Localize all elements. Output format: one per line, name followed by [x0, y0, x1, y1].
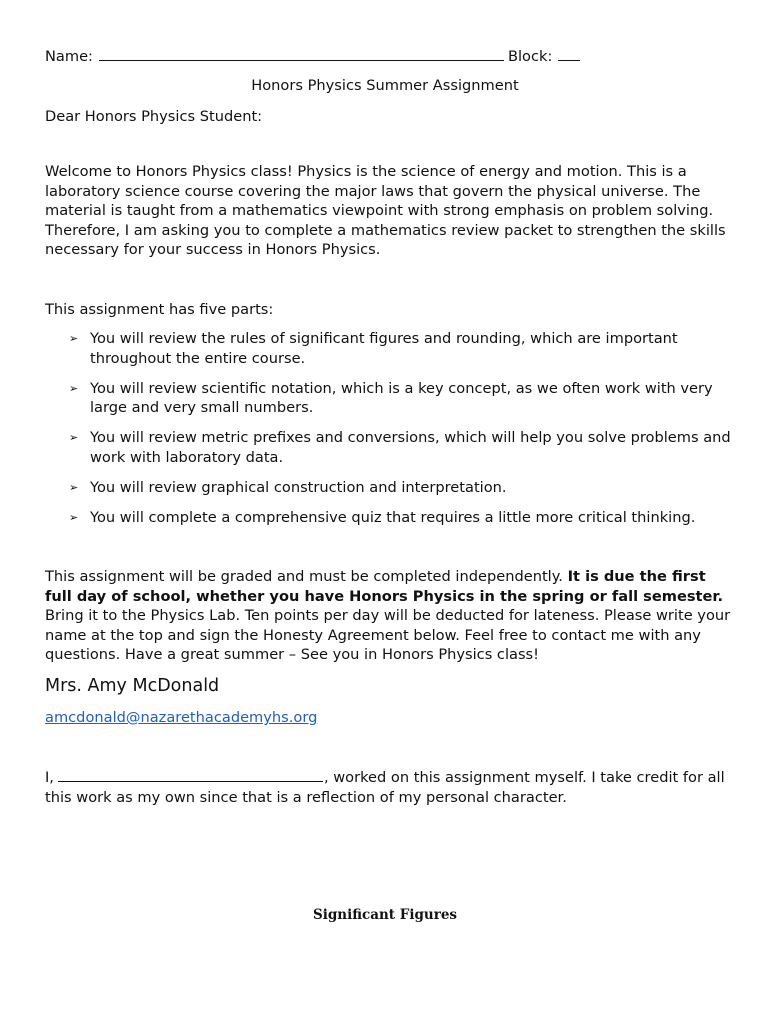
list-item-text: You will review scientific notation, which is a key concept, as we often work with very large and very small numbers. — [90, 379, 713, 417]
honesty-agreement — [45, 767, 735, 807]
parts-lead: This assignment has five parts: — [45, 301, 274, 318]
block-label: Block: — [507, 48, 553, 65]
list-item — [45, 428, 735, 467]
name-blank-line[interactable] — [99, 46, 504, 61]
arrow-bullet-icon: ➢ — [69, 510, 79, 524]
list-item — [45, 379, 735, 418]
due-date-emphasis: It is due the first full day of school, whether you have Honors Physics in the spring or fall semester. — [45, 568, 724, 605]
block-blank-line[interactable] — [558, 46, 580, 61]
arrow-bullet-icon: ➢ — [69, 381, 79, 395]
honesty-prefix: I, — [45, 769, 54, 786]
arrow-bullet-icon: ➢ — [69, 332, 79, 345]
closing-paragraph — [45, 567, 735, 665]
honesty-name-blank-line[interactable] — [58, 767, 323, 782]
list-item — [45, 508, 735, 528]
arrow-bullet-icon: ➢ — [69, 431, 79, 445]
list-item-text: You will review metric prefixes and conversions, which will help you solve problems and work with laboratory data. — [90, 429, 731, 466]
list-item — [45, 329, 735, 368]
list-item-text: You will review the rules of significant figures and rounding, which are important throughout the entire course. — [90, 330, 678, 367]
list-item-text: You will review graphical construction and interpretation. — [90, 478, 507, 496]
arrow-bullet-icon: ➢ — [69, 480, 79, 494]
name-label: Name: — [45, 48, 93, 65]
section-heading: Significant Figures — [312, 907, 458, 923]
list-item — [45, 478, 735, 498]
list-item-text: You will complete a comprehensive quiz that requires a little more critical thinking. — [90, 508, 696, 526]
closing-text-start: This assignment will be graded and must be completed independently. — [45, 568, 568, 585]
email-link[interactable]: amcdonald@nazarethacademyhs.org — [45, 709, 318, 726]
signer-name: Mrs. Amy McDonald — [45, 676, 220, 696]
name-block-row — [45, 46, 580, 67]
intro-paragraph: Welcome to Honors Physics class! Physics is the science of energy and motion. This is a laboratory science course covering the major laws that govern the physical universe. The material is taught from a mathematics viewpoint with strong emphasis on problem solving. Therefore, I am asking you to complete a mathematics review packet to strengthen the skills necessary for your success in Honors Physics. — [45, 163, 726, 259]
closing-text-end: Bring it to the Physics Lab. Ten points per day will be deducted for lateness. Please write your name at the top and sign the Honesty Agreement below. Feel free to contact me with any questions. Have a great summer – See you in Honors Physics class! — [45, 607, 731, 664]
greeting: Dear Honors Physics Student: — [45, 108, 263, 125]
parts-list — [45, 329, 735, 538]
honesty-text: , worked on this assignment myself. I take credit for all this work as my own since that is a reflection of my personal character. — [45, 769, 725, 806]
page-title: Honors Physics Summer Assignment — [251, 77, 519, 94]
